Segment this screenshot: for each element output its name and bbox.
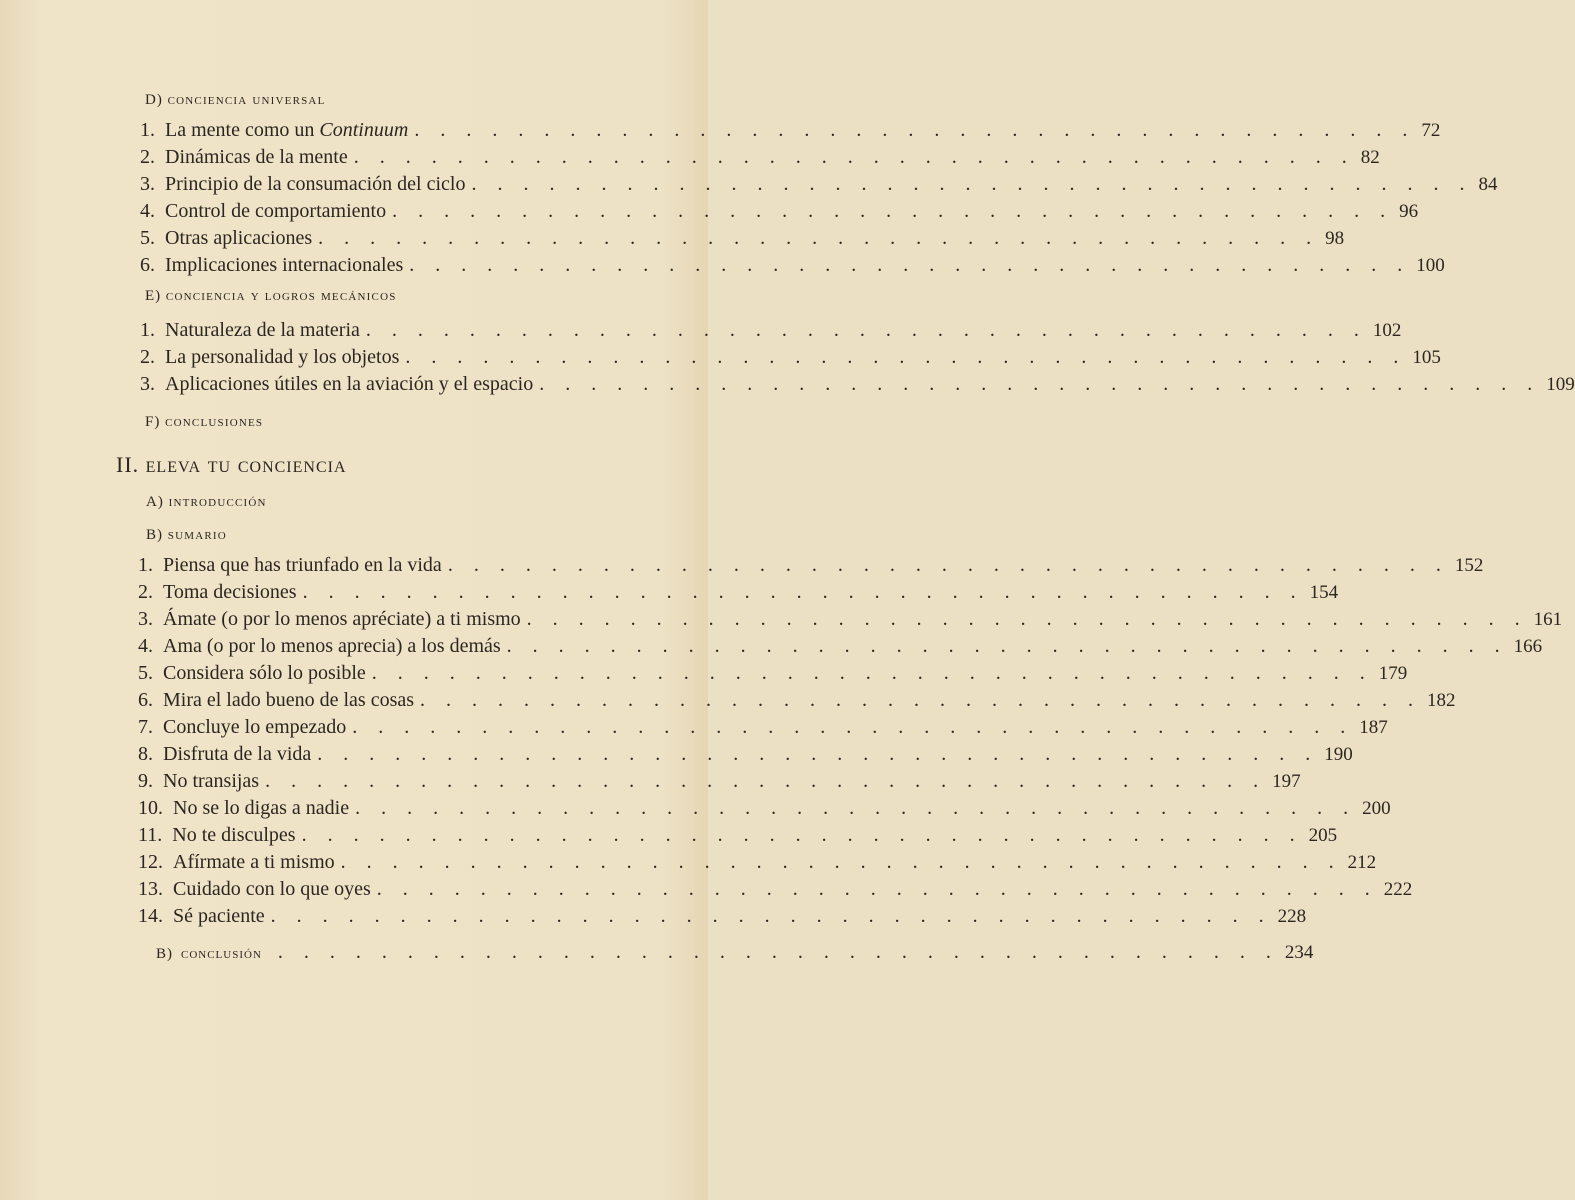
entry-title: Otras aplicaciones (165, 227, 313, 249)
entry-number: 13. (138, 878, 163, 900)
entry-title: Control de comportamiento (165, 200, 387, 222)
section-label: E) (145, 288, 162, 304)
entry-number: 5. (140, 227, 155, 249)
page-number: 96 (1399, 201, 1419, 222)
page-number: 161 (1533, 609, 1563, 630)
page-number: 109 (1546, 374, 1575, 395)
entry-title: Dinámicas de la mente (165, 146, 348, 168)
section-title: sumario (167, 527, 227, 543)
entry-title-emphasis: Continuum (319, 119, 409, 141)
entry-number: 4. (138, 635, 153, 657)
page-number: 212 (1347, 852, 1377, 873)
toc-entry[interactable] (140, 198, 1419, 225)
section-title: conclusión (181, 946, 262, 962)
page-number: 179 (1378, 663, 1408, 684)
toc-entry[interactable] (140, 117, 1441, 144)
toc-entry[interactable] (138, 714, 1388, 741)
entry-title: Ama (o por lo menos aprecia) a los demás (163, 635, 501, 657)
entry-number: 8. (138, 743, 153, 765)
entry-title: La personalidad y los objetos (165, 346, 400, 368)
entry-number: 7. (138, 716, 153, 738)
part-title (116, 452, 347, 478)
entry-number: 2. (138, 581, 153, 603)
toc-entry[interactable] (140, 144, 1380, 171)
entry-title: Mira el lado bueno de las cosas (163, 689, 415, 711)
section-label: D) (145, 92, 163, 108)
entry-number: 2. (140, 146, 155, 168)
section-label: A) (146, 494, 164, 510)
part-number: II. (116, 452, 140, 477)
section-heading-e (145, 288, 397, 305)
toc-entry[interactable] (138, 633, 1543, 660)
toc-entry[interactable] (140, 171, 1498, 198)
toc-entry[interactable] (140, 225, 1345, 252)
dot-leader: . . . . . . . . . . . . . . . . . . . . . . . . . . . . . . . . . . . . . . . (301, 824, 1303, 846)
entry-title: Disfruta de la vida (163, 743, 312, 765)
section-label: F) (145, 414, 161, 430)
entry-number: 9. (138, 770, 153, 792)
page-number: 102 (1372, 320, 1402, 341)
page-number: 105 (1412, 347, 1441, 368)
toc-entry[interactable] (138, 876, 1413, 903)
toc-entry[interactable] (138, 552, 1484, 579)
dot-leader: . . . . . . . . . . . . . . . . . . . . . . . . . . . . . . . . . . . . . . . (405, 346, 1407, 368)
dot-leader: . . . . . . . . . . . . . . . . . . . . . . . . . . . . . . . . . . . . . . . (420, 689, 1422, 711)
entry-title: Concluye lo empezado (163, 716, 347, 738)
entry-number: 3. (138, 608, 153, 630)
toc-entry[interactable] (138, 795, 1391, 822)
dot-leader: . . . . . . . . . . . . . . . . . . . . . . . . . . . . . . . . . . . . . . . (352, 716, 1354, 738)
section-heading-f (145, 414, 263, 431)
toc-entry[interactable] (138, 849, 1377, 876)
page-number: 100 (1416, 255, 1445, 276)
entry-title: Principio de la consumación del ciclo (165, 173, 466, 195)
entry-title: La mente como un Continuum (165, 119, 409, 141)
entry-title: Afírmate a ti mismo (173, 851, 335, 873)
toc-entry[interactable] (140, 344, 1441, 371)
page-number: 152 (1454, 555, 1484, 576)
toc-entry[interactable] (138, 606, 1563, 633)
entry-title: Aplicaciones útiles en la aviación y el espacio (165, 373, 534, 395)
dot-leader: . . . . . . . . . . . . . . . . . . . . . . . . . . . . . . . . . . . . . . . (371, 662, 1373, 684)
entry-number: 5. (138, 662, 153, 684)
toc-entry[interactable] (140, 317, 1402, 344)
entry-number: 6. (138, 689, 153, 711)
entry-number: 4. (140, 200, 155, 222)
page-number: 200 (1362, 798, 1391, 819)
page-number: 234 (1284, 942, 1314, 963)
toc-entry[interactable] (138, 660, 1408, 687)
dot-leader: . . . . . . . . . . . . . . . . . . . . . . . . . . . . . . . . . . . . . . . (340, 851, 1342, 873)
entry-number: 1. (140, 319, 155, 341)
entry-number: 10. (138, 797, 163, 819)
page-number: 187 (1359, 717, 1388, 738)
entry-number: 3. (140, 173, 155, 195)
section-label: B) (156, 946, 173, 962)
page-number: 166 (1513, 636, 1543, 657)
entry-title: Piensa que has triunfado en la vida (163, 554, 442, 576)
entry-number: 12. (138, 851, 163, 873)
dot-leader: . . . . . . . . . . . . . . . . . . . . . . . . . . . . . . . . . . . . . . . (506, 635, 1508, 657)
dot-leader: . . . . . . . . . . . . . . . . . . . . . . . . . . . . . . . . . . . . . . . (265, 770, 1267, 792)
toc-entry[interactable] (138, 741, 1353, 768)
page-number: 197 (1272, 771, 1301, 792)
dot-leader: . . . . . . . . . . . . . . . . . . . . . . . . . . . . . . . . . . . . . . . (270, 905, 1272, 927)
dot-leader: . . . . . . . . . . . . . . . . . . . . . . . . . . . . . . . . . . . . . . . (317, 743, 1319, 765)
section-label: B) (146, 527, 163, 543)
toc-entry[interactable] (138, 687, 1456, 714)
entry-number: 11. (138, 824, 163, 846)
entry-title: Ámate (o por lo menos apréciate) a ti mismo (163, 608, 521, 630)
entry-title: Cuidado con lo que oyes (173, 878, 371, 900)
page-number: 205 (1308, 825, 1338, 846)
toc-entry-conclusion[interactable] (156, 939, 1314, 966)
entry-title: No se lo digas a nadie (173, 797, 350, 819)
toc-entry[interactable] (138, 579, 1339, 606)
page-number: 154 (1309, 582, 1339, 603)
section-title: conclusiones (165, 414, 264, 430)
section-title: conciencia universal (167, 92, 326, 108)
dot-leader: . . . . . . . . . . . . . . . . . . . . . . . . . . . . . . . . . . . . . . . (392, 200, 1394, 222)
dot-leader: . . . . . . . . . . . . . . . . . . . . . . . . . . . . . . . . . . . . . . . (302, 581, 1304, 603)
section-heading-d (145, 92, 326, 109)
page-number: 182 (1427, 690, 1456, 711)
section-heading-a (146, 494, 267, 511)
page-number: 190 (1324, 744, 1353, 765)
dot-leader: . . . . . . . . . . . . . . . . . . . . . . . . . . . . . . . . . . . . . . . (409, 254, 1411, 276)
dot-leader: . . . . . . . . . . . . . . . . . . . . . . . . . . . . . . . . . . . . . . . (277, 941, 1279, 963)
entry-title: Implicaciones internacionales (165, 254, 404, 276)
dot-leader: . . . . . . . . . . . . . . . . . . . . . . . . . . . . . . . . . . . . . . . (353, 146, 1355, 168)
section-title: conciencia y logros mecánicos (165, 288, 397, 304)
entry-number: 3. (140, 373, 155, 395)
toc-entry[interactable] (140, 371, 1575, 398)
dot-leader: . . . . . . . . . . . . . . . . . . . . . . . . . . . . . . . . . . . . . . . (539, 373, 1541, 395)
dot-leader: . . . . . . . . . . . . . . . . . . . . . . . . . . . . . . . . . . . . . . . (376, 878, 1378, 900)
dot-leader: . . . . . . . . . . . . . . . . . . . . . . . . . . . . . . . . . . . . . . . (414, 119, 1416, 141)
entry-title: No transijas (163, 770, 260, 792)
section-title: introducción (168, 494, 267, 510)
entry-title: Considera sólo lo posible (163, 662, 366, 684)
entry-title: Toma decisiones (163, 581, 297, 603)
page-number: 222 (1383, 879, 1413, 900)
dot-leader: . . . . . . . . . . . . . . . . . . . . . . . . . . . . . . . . . . . . . . . (526, 608, 1528, 630)
dot-leader: . . . . . . . . . . . . . . . . . . . . . . . . . . . . . . . . . . . . . . . (355, 797, 1357, 819)
section-heading-b (146, 527, 227, 544)
toc-entry[interactable] (138, 903, 1307, 930)
entry-number: 2. (140, 346, 155, 368)
page-number: 98 (1325, 228, 1345, 249)
page-number: 228 (1277, 906, 1307, 927)
dot-leader: . . . . . . . . . . . . . . . . . . . . . . . . . . . . . . . . . . . . . . . (471, 173, 1473, 195)
toc-entry[interactable] (140, 252, 1445, 279)
entry-title: Sé paciente (173, 905, 265, 927)
dot-leader: . . . . . . . . . . . . . . . . . . . . . . . . . . . . . . . . . . . . . . . (318, 227, 1320, 249)
entry-number: 6. (140, 254, 155, 276)
toc-entry[interactable] (138, 822, 1338, 849)
entry-number: 1. (140, 119, 155, 141)
entry-title: No te disculpes (172, 824, 296, 846)
dot-leader: . . . . . . . . . . . . . . . . . . . . . . . . . . . . . . . . . . . . . . . (447, 554, 1449, 576)
page-number: 82 (1360, 147, 1380, 168)
entry-number: 1. (138, 554, 153, 576)
toc-entry[interactable] (138, 768, 1301, 795)
page-number: 84 (1478, 174, 1498, 195)
entry-title: Naturaleza de la materia (165, 319, 360, 341)
entry-number: 14. (138, 905, 163, 927)
dot-leader: . . . . . . . . . . . . . . . . . . . . . . . . . . . . . . . . . . . . . . . (365, 319, 1367, 341)
page-number: 72 (1421, 120, 1441, 141)
part-name: eleva tu conciencia (145, 452, 347, 477)
